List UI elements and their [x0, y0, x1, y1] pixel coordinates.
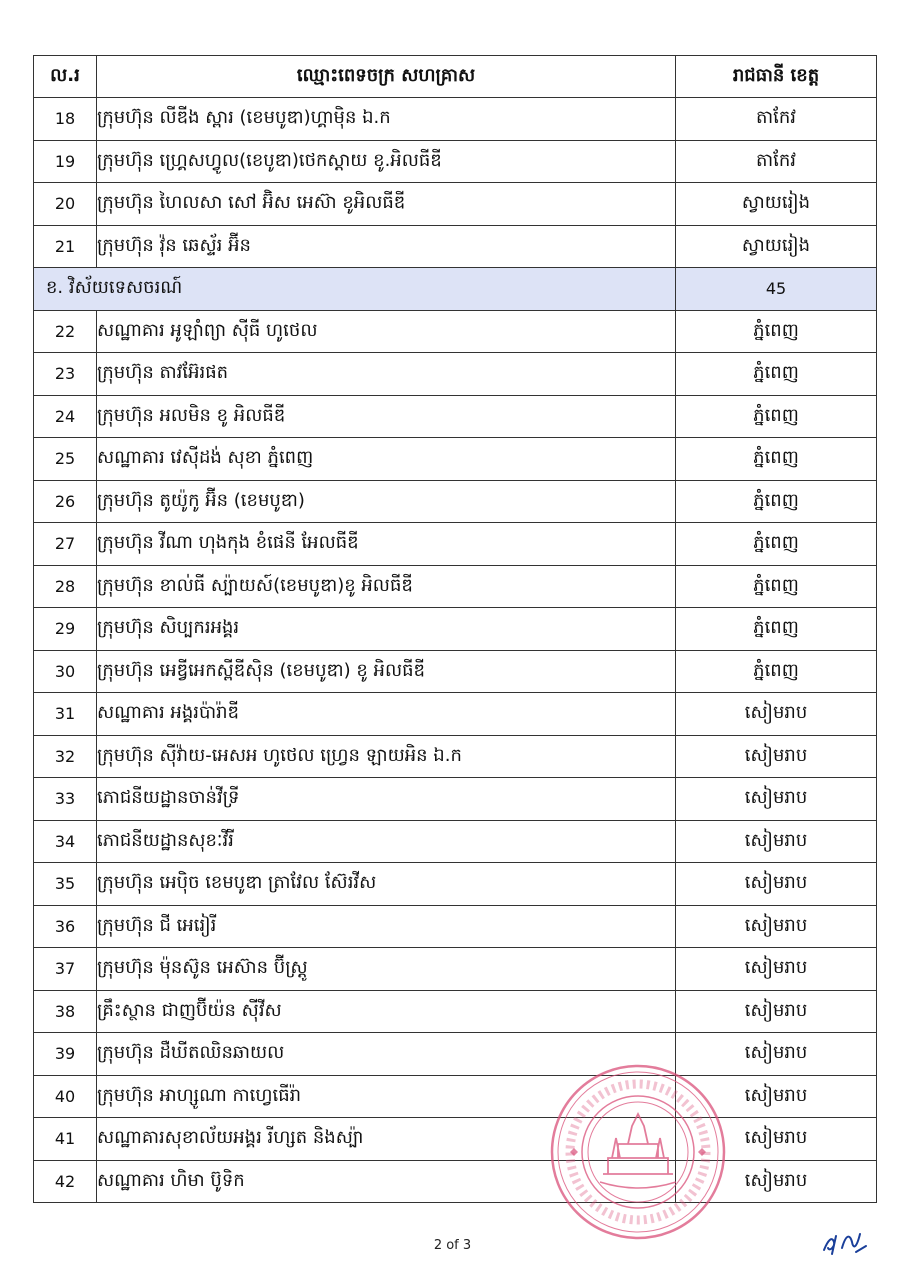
table-row	[34, 778, 877, 821]
section-count: 45	[676, 268, 877, 311]
row-number: 32	[34, 735, 97, 778]
row-number: 42	[34, 1160, 97, 1203]
header-company-name: ឈ្មោះពេទចក្រ សហគ្រាស	[97, 56, 676, 98]
company-name: សណ្ឋាគារ អូឡាំព្យា ស៊ីធី ហូថេល	[97, 310, 676, 353]
table-row	[34, 523, 877, 566]
row-number: 39	[34, 1033, 97, 1076]
company-name: សណ្ឋាគារ វេស៊ីដង់ សុខា ភ្នំពេញ	[97, 438, 676, 481]
table-row	[34, 863, 877, 906]
row-number: 24	[34, 395, 97, 438]
section-row-tourism	[34, 268, 877, 311]
province-name: ស្វាយរៀង	[676, 183, 877, 226]
table-row	[34, 183, 877, 226]
company-name: ក្រុមហ៊ុន ដឺឃីតឈិនឆាយល	[97, 1033, 676, 1076]
company-name: ក្រុមហ៊ុន វីណា ហុងកុង ខំផេនី អែលធីឌី	[97, 523, 676, 566]
province-name: សៀមរាប	[676, 1160, 877, 1203]
province-name: ភ្នំពេញ	[676, 310, 877, 353]
row-number: 23	[34, 353, 97, 396]
table-row	[34, 1118, 877, 1161]
table-row	[34, 650, 877, 693]
row-number: 28	[34, 565, 97, 608]
table-row	[34, 1033, 877, 1076]
row-number: 25	[34, 438, 97, 481]
company-name: ក្រុមហ៊ុន តាវអ៊ែរផត	[97, 353, 676, 396]
row-number: 38	[34, 990, 97, 1033]
company-name: ភោជនីយដ្ឋានចាន់វីទ្រី	[97, 778, 676, 821]
company-name: ក្រុមហ៊ុន ម៉ុនស៊ូន អេស៊ាន ប៊ីស្ត្រូ	[97, 948, 676, 991]
company-name: សណ្ឋាគារ ហិមា ប៊ូទិក	[97, 1160, 676, 1203]
province-name: សៀមរាប	[676, 1033, 877, 1076]
row-number: 21	[34, 225, 97, 268]
row-number: 41	[34, 1118, 97, 1161]
table-row	[34, 225, 877, 268]
province-name: ភ្នំពេញ	[676, 395, 877, 438]
province-name: ភ្នំពេញ	[676, 480, 877, 523]
table-row	[34, 608, 877, 651]
company-name: ភោជនីយដ្ឋានសុខៈវីរី	[97, 820, 676, 863]
header-province: រាជធានី ខេត្ត	[676, 56, 877, 98]
table-row	[34, 438, 877, 481]
row-number: 19	[34, 140, 97, 183]
row-number: 37	[34, 948, 97, 991]
row-number: 36	[34, 905, 97, 948]
province-name: ភ្នំពេញ	[676, 650, 877, 693]
company-name: ក្រុមហ៊ុន អេប៉ិច ខេមបូឌា ត្រាវែល ស៊ែរវីស	[97, 863, 676, 906]
company-name: ក្រុមហ៊ុន លីឌីង ស្ពារ (ខេមបូឌា)ហ្គាម៉ិន ឯ.ក	[97, 98, 676, 141]
company-name: ក្រុមហ៊ុន ខាល់ធី ស្ប៉ាយស៍(ខេមបូឌា)ខូ អិលធីឌី	[97, 565, 676, 608]
province-name: ភ្នំពេញ	[676, 523, 877, 566]
province-name: សៀមរាប	[676, 1118, 877, 1161]
company-name: ក្រុមហ៊ុន តូយ៉ូកូ អ៊ីន (ខេមបូឌា)	[97, 480, 676, 523]
header-number: ល.រ	[34, 56, 97, 98]
company-name: ក្រុមហ៊ុន អេឌ្វីអេកស្ពីឌីស៊ិន (ខេមបូឌា) ខូ អិលធីឌី	[97, 650, 676, 693]
province-name: ស្វាយរៀង	[676, 225, 877, 268]
province-name: សៀមរាប	[676, 948, 877, 991]
province-name: តាកែវ	[676, 98, 877, 141]
province-name: សៀមរាប	[676, 1075, 877, 1118]
page-number: 2 of 3	[433, 1238, 472, 1253]
table-row	[34, 820, 877, 863]
row-number: 35	[34, 863, 97, 906]
company-name: ក្រុមហ៊ុន ជី អេរៀរី	[97, 905, 676, 948]
company-name: ក្រុមហ៊ុន ហៃលសា សៅ អ៊ិស អេស៊ា ខូអិលធីឌី	[97, 183, 676, 226]
table-row	[34, 1160, 877, 1203]
table-row	[34, 395, 877, 438]
company-name: ក្រុមហ៊ុន ហ្គ្រេសហ្វូល(ខេបូឌា)ថេកស្ដាយ ខូ.អិលធីឌី	[97, 140, 676, 183]
row-number: 31	[34, 693, 97, 736]
row-number: 27	[34, 523, 97, 566]
company-name: ក្រុមហ៊ុន សិប្បករអង្គរ	[97, 608, 676, 651]
province-name: សៀមរាប	[676, 820, 877, 863]
province-name: សៀមរាប	[676, 990, 877, 1033]
company-name: ក្រុមហ៊ុន អាហ្សូណា កាហ្វេធើរ៉ា	[97, 1075, 676, 1118]
table-header-row	[34, 56, 877, 98]
company-table	[33, 55, 877, 1203]
table-row	[34, 565, 877, 608]
table-row	[34, 735, 877, 778]
province-name: តាកែវ	[676, 140, 877, 183]
row-number: 40	[34, 1075, 97, 1118]
company-name: សណ្ឋាគារសុខាល័យអង្គរ រីហ្សត និងស្ប៉ា	[97, 1118, 676, 1161]
row-number: 22	[34, 310, 97, 353]
company-name: គ្រឹះស្ថាន ជាញប៊ីយ៉ន ស៊ីវីស	[97, 990, 676, 1033]
province-name: សៀមរាប	[676, 905, 877, 948]
row-number: 34	[34, 820, 97, 863]
row-number: 30	[34, 650, 97, 693]
province-name: សៀមរាប	[676, 693, 877, 736]
table-row	[34, 990, 877, 1033]
province-name: ភ្នំពេញ	[676, 353, 877, 396]
row-number: 33	[34, 778, 97, 821]
row-number: 18	[34, 98, 97, 141]
table-row	[34, 905, 877, 948]
table-row	[34, 948, 877, 991]
province-name: ភ្នំពេញ	[676, 438, 877, 481]
province-name: សៀមរាប	[676, 778, 877, 821]
province-name: ភ្នំពេញ	[676, 608, 877, 651]
row-number: 26	[34, 480, 97, 523]
company-name: ក្រុមហ៊ុន អលមិន ខូ អិលធីឌី	[97, 395, 676, 438]
table-row	[34, 98, 877, 141]
company-name: ក្រុមហ៊ុន វ៉ុន ឆេស្ទ័រ អ៊ីន	[97, 225, 676, 268]
province-name: ភ្នំពេញ	[676, 565, 877, 608]
table-row	[34, 353, 877, 396]
company-name: សណ្ឋាគារ អង្គរប៉ារ៉ាឌី	[97, 693, 676, 736]
table-row	[34, 693, 877, 736]
table-row	[34, 1075, 877, 1118]
row-number: 29	[34, 608, 97, 651]
row-number: 20	[34, 183, 97, 226]
province-name: សៀមរាប	[676, 863, 877, 906]
province-name: សៀមរាប	[676, 735, 877, 778]
section-title: ខ. វិស័យទេសចរណ៍	[34, 268, 676, 311]
table-row	[34, 310, 877, 353]
company-name: ក្រុមហ៊ុន ស៊ីវ៉ាយ-អេសអ ហូថេល ហ្វ្រេន ឡាយអិន ឯ.ក	[97, 735, 676, 778]
table-row	[34, 140, 877, 183]
table-row	[34, 480, 877, 523]
